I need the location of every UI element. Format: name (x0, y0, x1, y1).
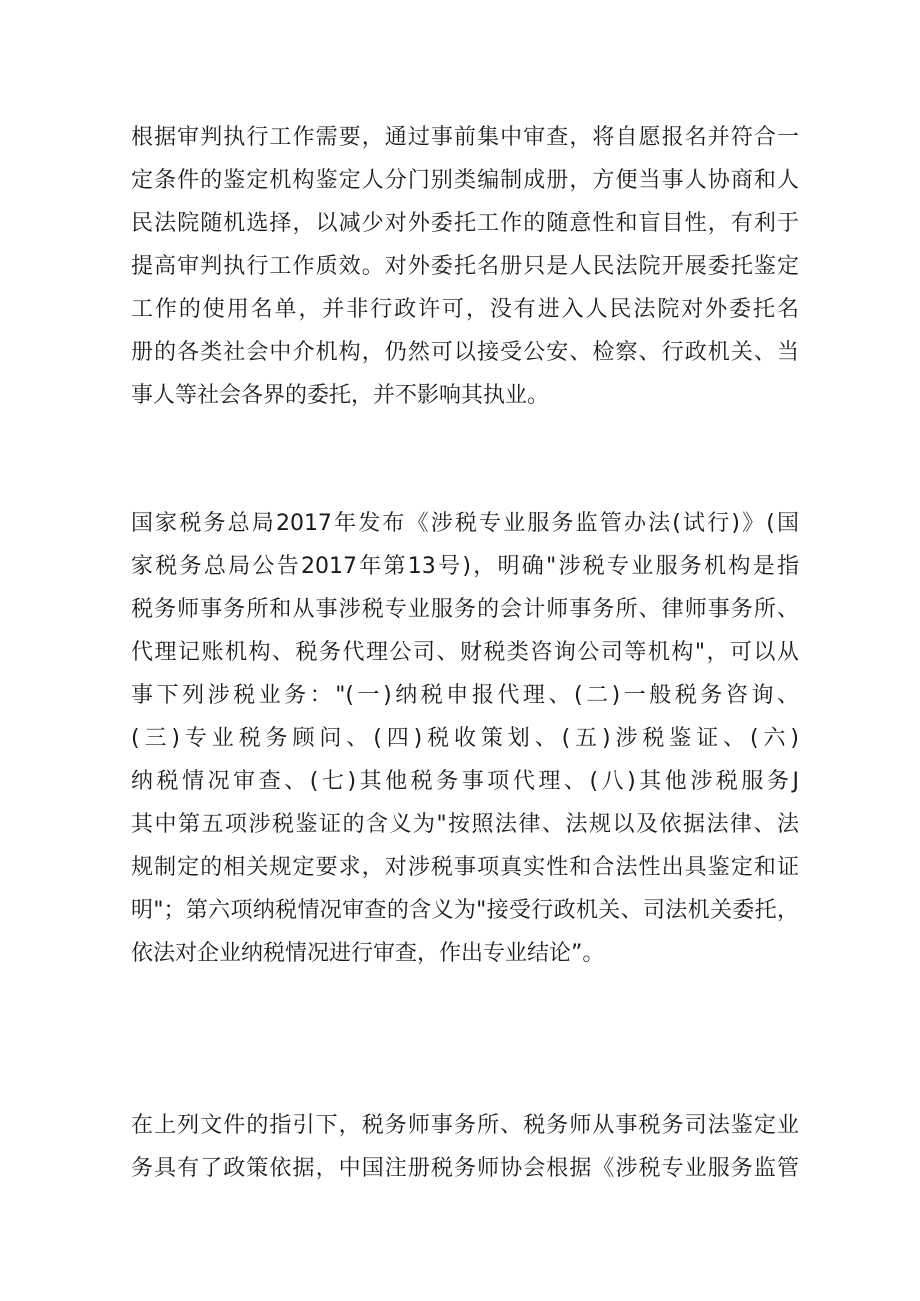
paragraph-line: 务具有了政策依据，中国注册税务师协会根据《涉税专业服务监管 (131, 1156, 799, 1181)
paragraph-line: 提高审判执行工作质效。对外委托名册只是人民法院开展委托鉴定 (131, 254, 799, 279)
paragraph-line: 事下列涉税业务："(一)纳税申报代理、(二)一般税务咨询、 (131, 683, 799, 708)
paragraph-line: 定条件的鉴定机构鉴定人分门别类编制成册，方便当事人协商和人 (131, 168, 799, 193)
paragraph-line: 家税务总局公告2017年第13号)，明确"涉税专业服务机构是指 (131, 554, 799, 579)
paragraph-line: 国家税务总局2017年发布《涉税专业服务监管办法(试行)》(国 (131, 511, 799, 536)
paragraph-line: 规制定的相关规定要求，对涉税事项真实性和合法性出具鉴定和证 (131, 855, 799, 880)
paragraph-line: 册的各类社会中介机构，仍然可以接受公安、检察、行政机关、当 (131, 340, 799, 365)
paragraph-line: (三)专业税务顾问、(四)税收策划、(五)涉税鉴证、(六) (131, 726, 799, 751)
paragraph-line: 事人等社会各界的委托，并不影响其执业。 (131, 383, 550, 408)
paragraph-2 (131, 502, 799, 975)
paragraph-line: 依法对企业纳税情况进行审查，作出专业结论”。 (131, 941, 605, 966)
paragraph-3 (131, 1104, 799, 1190)
paragraph-line: 其中第五项涉税鉴证的含义为"按照法律、法规以及依据法律、法 (131, 812, 799, 837)
paragraph-line: 纳税情况审查、(七)其他税务事项代理、(八)其他涉税服务J (131, 769, 799, 794)
paragraph-line: 根据审判执行工作需要，通过事前集中审查，将自愿报名并符合一 (131, 125, 799, 150)
paragraph-line: 税务师事务所和从事涉税专业服务的会计师事务所、律师事务所、 (131, 597, 799, 622)
paragraph-1 (131, 116, 799, 417)
paragraph-line: 在上列文件的指引下，税务师事务所、税务师从事税务司法鉴定业 (131, 1113, 799, 1138)
paragraph-line: 民法院随机选择，以减少对外委托工作的随意性和盲目性，有利于 (131, 211, 799, 236)
paragraph-line: 明"；第六项纳税情况审查的含义为"接受行政机关、司法机关委托， (131, 898, 799, 923)
paragraph-line: 工作的使用名单，并非行政许可，没有进入人民法院对外委托名 (131, 297, 799, 322)
paragraph-line: 代理记账机构、税务代理公司、财税类咨询公司等机构"，可以从 (131, 640, 799, 665)
